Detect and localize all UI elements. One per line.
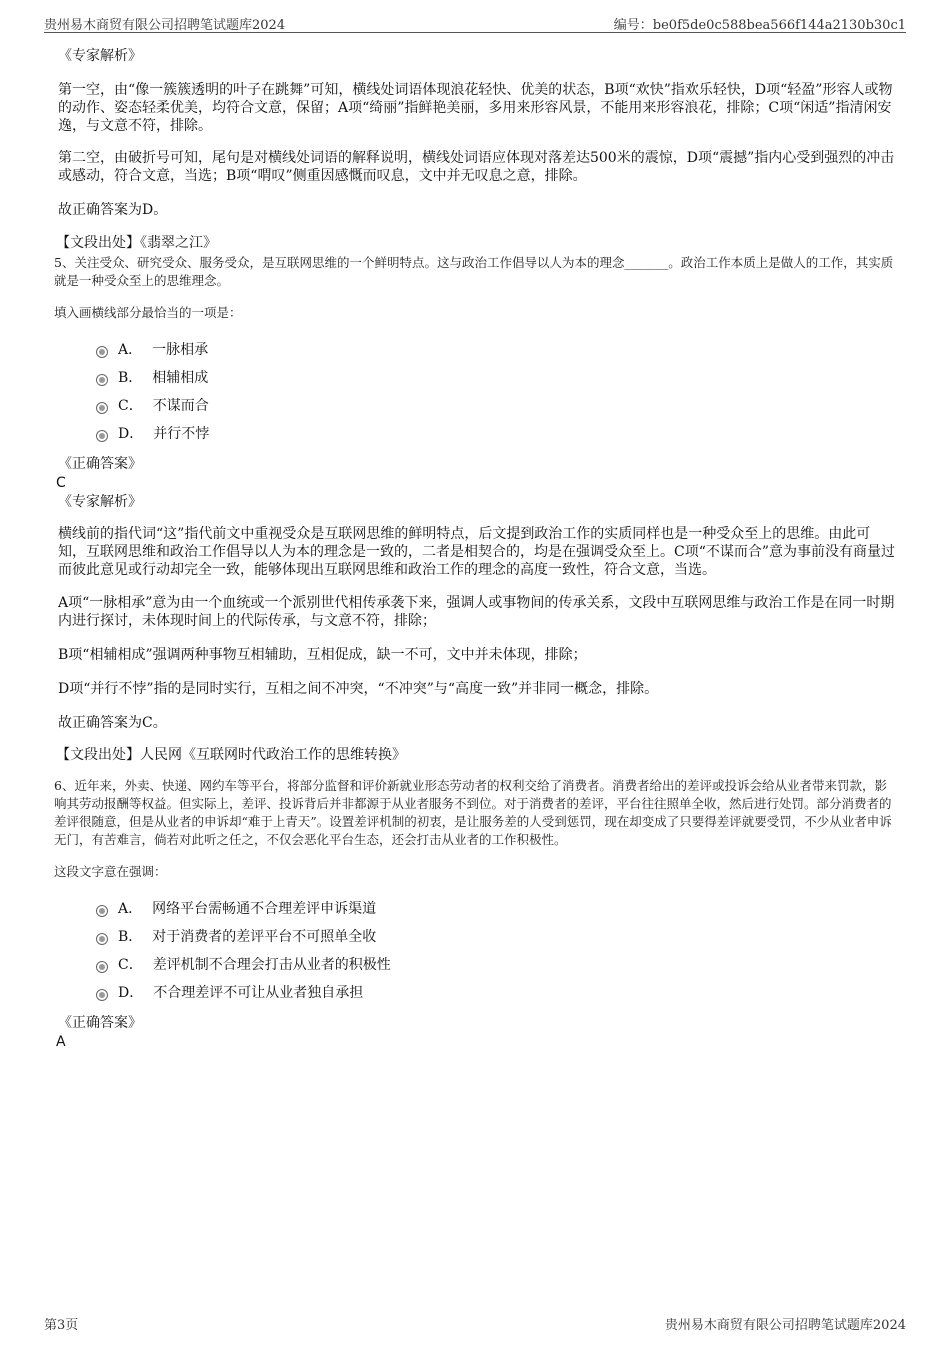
page-number: 第3页 — [44, 1318, 79, 1333]
expert-analysis-tag: 《专家解析》 — [58, 494, 142, 510]
option-c[interactable]: C． 差评机制不合理会打击从业者的积极性 — [96, 951, 896, 979]
page-header — [44, 12, 906, 33]
passage-source: 【文段出处】《翡翠之江》 — [56, 235, 217, 251]
radio-icon[interactable] — [96, 402, 108, 414]
analysis-conclusion: 故正确答案为C。 — [58, 715, 167, 731]
page-footer — [44, 1314, 906, 1332]
analysis-conclusion: 故正确答案为D。 — [58, 202, 168, 218]
radio-icon[interactable] — [96, 374, 108, 386]
option-d[interactable]: D． 不合理差评不可让从业者独自承担 — [96, 979, 896, 1007]
expert-analysis-tag: 《专家解析》 — [58, 48, 142, 64]
correct-answer: C — [56, 475, 66, 491]
radio-icon[interactable] — [96, 346, 108, 358]
correct-answer-tag: 《正确答案》 — [58, 1015, 142, 1031]
correct-answer-tag: 《正确答案》 — [58, 456, 142, 472]
question-5-options — [96, 336, 896, 448]
analysis-paragraph: 横线前的指代词“这”指代前文中重视受众是互联网思维的鲜明特点，后文提到政治工作的实质同样也是一种受众至上的思维。由此可知，互联网思维和政治工作倡导以人为本的理念是一致的，二者是相契合的，均是在强调受众至上。C项“不谋而合”意为事前没有商量过而彼此意见或行动却完全一致，能够体现出互联网思维和政治工作的理念的高度一致性，符合文意，当选。 — [58, 526, 896, 578]
analysis-paragraph: B项“相辅相成”强调两种事物互相辅助，互相促成，缺一不可，文中并未体现，排除； — [58, 647, 587, 663]
correct-answer: A — [56, 1034, 66, 1050]
option-a[interactable]: A． 一脉相承 — [96, 336, 896, 364]
question-5-text: 5、关注受众、研究受众、服务受众，是互联网思维的一个鲜明特点。这与政治工作倡导以人为本的理念_______。政治工作本质上是做人的工作，其实质就是一种受众至上的思维理念。 — [54, 255, 894, 288]
analysis-paragraph: 第二空，由破折号可知，尾句是对横线处词语的解释说明，横线处词语应体现对落差达500米的震惊，D项“震撼”指内心受到强烈的冲击或感动，符合文意，当选；B项“喟叹”侧重因感慨而叹息，文中并无叹息之意，排除。 — [58, 150, 895, 184]
analysis-paragraph: 第一空，由“像一簇簇透明的叶子在跳舞”可知，横线处词语体现浪花轻快、优美的状态，B项“欢快”指欢乐轻快，D项“轻盈”形容人或物的动作、姿态轻柔优美，均符合文意，保留；A项“绮丽”指鲜艳美丽，多用来形容风景，不能用来形容浪花，排除；C项“闲适”指清闲安逸，与文意不符，排除。 — [58, 82, 893, 134]
option-a[interactable]: A． 网络平台需畅通不合理差评申诉渠道 — [96, 895, 896, 923]
analysis-paragraph: D项“并行不悖”指的是同时实行，互相之间不冲突，“不冲突”与“高度一致”并非同一概念，排除。 — [58, 681, 659, 697]
question-6-options — [96, 895, 896, 1007]
header-doc-number: 编号：be0f5de0c588bea566f144a2130b30c1 — [613, 18, 906, 33]
passage-source: 【文段出处】人民网《互联网时代政治工作的思维转换》 — [56, 747, 406, 763]
question-6-text: 6、近年来，外卖、快递、网约车等平台，将部分监督和评价新就业形态劳动者的权利交给了消费者。消费者给出的差评或投诉会给从业者带来罚款，影响其劳动报酬等权益。但实际上，差评、投诉背后并非都源于从业者服务不到位。对于消费者的差评，平台往往照单全收，然后进行处罚。部分消费者的差评很随意，但是从业者的申诉却“难于上青天”。设置差评机制的初衷，是让服务差的人受到惩罚，现在却变成了只要得差评就要受罚，不少从业者申诉无门，有苦难言，倘若对此听之任之，不仅会恶化平台生态，还会打击从业者的工作积极性。 — [54, 778, 892, 847]
option-d[interactable]: D． 并行不悖 — [96, 420, 896, 448]
radio-icon[interactable] — [96, 989, 108, 1001]
footer-title: 贵州易木商贸有限公司招聘笔试题库2024 — [664, 1318, 906, 1333]
option-b[interactable]: B． 对于消费者的差评平台不可照单全收 — [96, 923, 896, 951]
radio-icon[interactable] — [96, 933, 108, 945]
radio-icon[interactable] — [96, 961, 108, 973]
option-b[interactable]: B． 相辅相成 — [96, 364, 896, 392]
page-content — [56, 44, 896, 1051]
radio-icon[interactable] — [96, 430, 108, 442]
option-c[interactable]: C． 不谋而合 — [96, 392, 896, 420]
question-5-prompt: 填入画横线部分最恰当的一项是： — [54, 305, 242, 320]
radio-icon[interactable] — [96, 905, 108, 917]
header-title: 贵州易木商贸有限公司招聘笔试题库2024 — [44, 18, 286, 33]
question-6-prompt: 这段文字意在强调： — [54, 864, 167, 879]
analysis-paragraph: A项“一脉相承”意为由一个血统或一个派别世代相传承袭下来，强调人或事物间的传承关系，文段中互联网思维与政治工作是在同一时期内进行探讨，未体现时间上的代际传承，与文意不符，排除； — [58, 595, 895, 629]
